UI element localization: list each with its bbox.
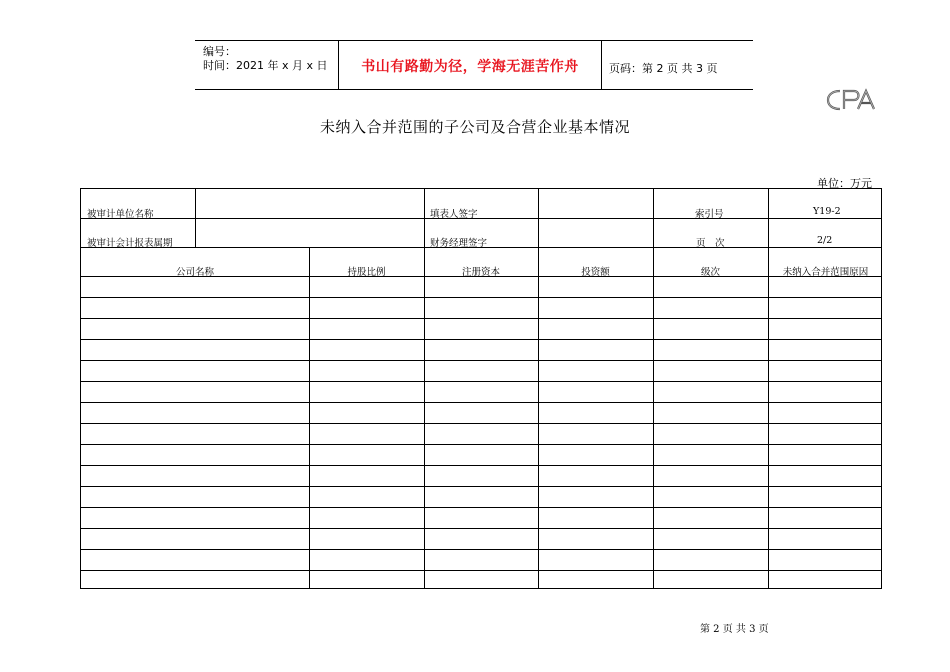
row-divider: [81, 549, 881, 550]
row-divider: [81, 381, 881, 382]
column-header-level: 级次: [700, 267, 720, 278]
col-divider: [195, 189, 196, 247]
col-divider: [768, 247, 769, 588]
row-divider: [81, 423, 881, 424]
filler-label: 填表人签字: [430, 209, 478, 220]
row-divider: [81, 360, 881, 361]
row-divider: [81, 402, 881, 403]
header-meta: [195, 41, 338, 89]
row-divider: [81, 297, 881, 298]
page-title: 未纳入合并范围的子公司及合营企业基本情况: [319, 118, 630, 136]
page-code-cell: [601, 41, 753, 89]
column-header-investment: 投资额: [581, 267, 610, 278]
col-divider: [424, 247, 425, 588]
data-table: [80, 188, 882, 589]
row-divider: [81, 444, 881, 445]
column-header-share-ratio: 持股比例: [347, 267, 386, 278]
col-divider: [538, 189, 539, 247]
audited-unit-label: 被审计单位名称: [87, 209, 154, 220]
time-label: 时间：2021 年 x 月 x 日: [203, 59, 328, 72]
cpa-logo: [826, 86, 876, 114]
row-divider: [81, 528, 881, 529]
page-code: 页码：第 2 页 共 3 页: [609, 62, 718, 75]
row-divider: [81, 318, 881, 319]
col-divider: [768, 189, 769, 247]
row-divider: [81, 465, 881, 466]
row-divider: [81, 339, 881, 340]
page-value: 2/2: [817, 235, 833, 246]
index-label: 索引号: [695, 209, 724, 220]
index-value: Y19-2: [813, 206, 841, 217]
col-divider: [309, 247, 310, 588]
row-divider: [81, 218, 881, 219]
finance-label: 财务经理签字: [430, 238, 488, 249]
motto-text: 书山有路勤为径，学海无涯苦作舟: [361, 59, 579, 75]
col-divider: [538, 247, 539, 588]
col-divider: [424, 189, 425, 247]
col-divider: [653, 247, 654, 588]
column-header-company: 公司名称: [175, 267, 214, 278]
row-divider: [81, 570, 881, 571]
column-header-registered-capital: 注册资本: [461, 267, 500, 278]
number-label: 编号：: [203, 45, 236, 58]
page-footer: 第 2 页 共 3 页: [700, 624, 769, 635]
row-divider: [81, 507, 881, 508]
col-divider: [653, 189, 654, 247]
period-label: 被审计会计报表属期: [87, 238, 173, 249]
row-divider: [81, 486, 881, 487]
column-header-reason: 未纳入合并范围原因: [782, 267, 869, 278]
motto-cell: [338, 41, 602, 89]
unit-label: 单位：万元: [817, 177, 872, 190]
document-header: [195, 40, 753, 90]
page-label: 页 次: [696, 238, 725, 249]
